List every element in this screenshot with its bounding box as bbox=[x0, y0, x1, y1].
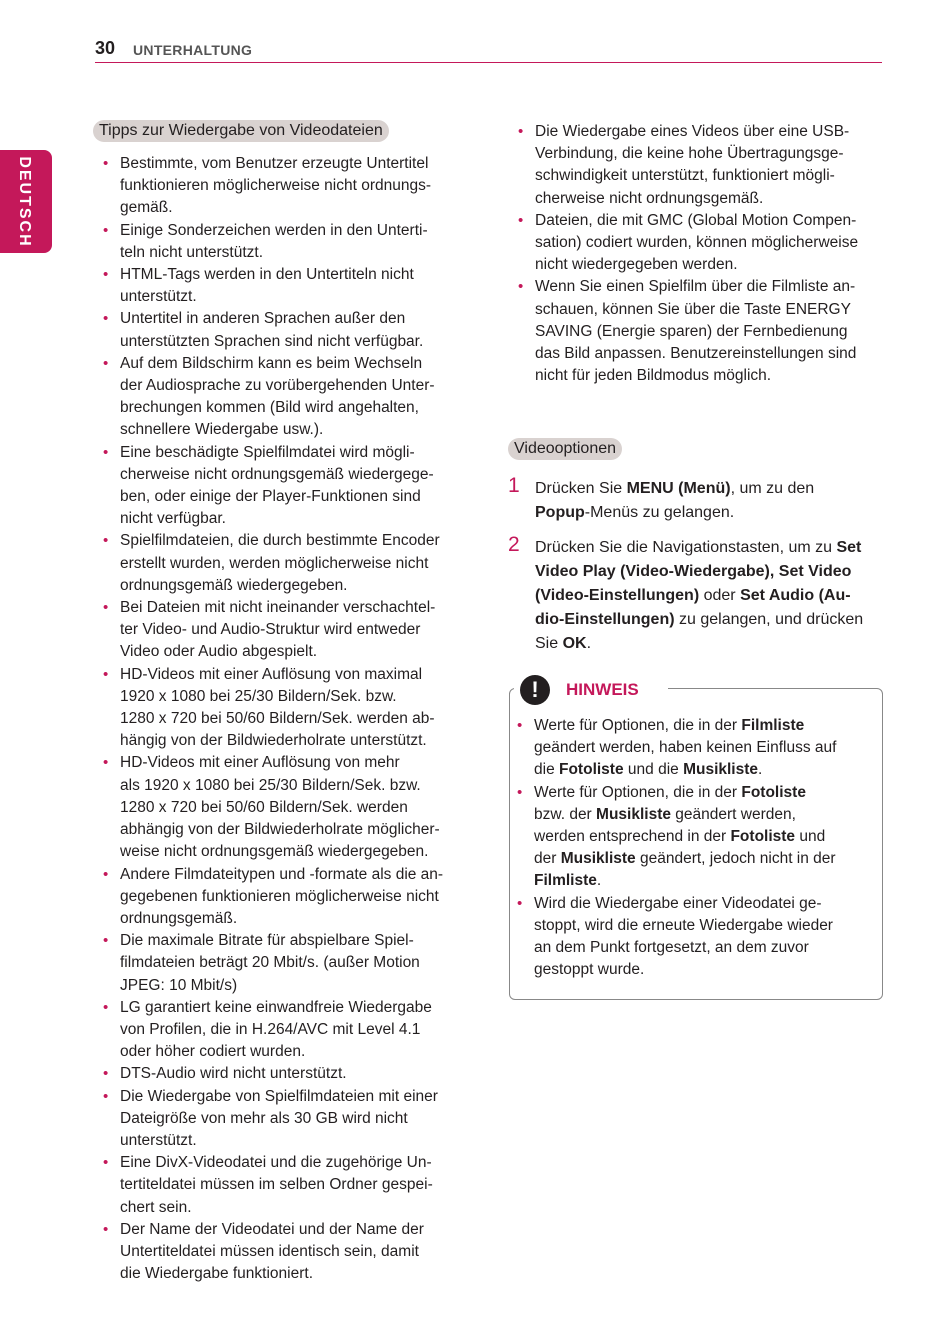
step-2 bbox=[508, 533, 880, 656]
list-line: HD-Videos mit einer Auflösung von mehr bbox=[120, 754, 400, 772]
list-line: teln nicht unterstützt. bbox=[120, 243, 264, 261]
tips-list bbox=[96, 153, 466, 1285]
step-number: 2 bbox=[508, 533, 520, 556]
list-line: Die Wiedergabe von Spielfilmdateien mit einer bbox=[120, 1087, 438, 1105]
right-tips-list bbox=[511, 121, 883, 387]
list-line: Die maximale Bitrate für abspielbare Spiel- bbox=[120, 932, 414, 950]
bullet-icon: • bbox=[103, 932, 109, 950]
list-line: HTML-Tags werden in den Untertiteln nicht bbox=[120, 266, 414, 284]
bullet-icon: • bbox=[518, 123, 524, 140]
list-item bbox=[96, 153, 466, 220]
list-line: Untertiteldatei müssen identisch sein, damit bbox=[120, 1242, 419, 1260]
list-line: Bestimmte, vom Benutzer erzeugte Untertitel bbox=[120, 155, 429, 172]
list-item bbox=[96, 308, 466, 352]
list-line: schwindigkeit unterstützt, funktioniert mögli- bbox=[535, 167, 835, 185]
list-line: chert sein. bbox=[120, 1198, 192, 1216]
note-list bbox=[510, 715, 870, 981]
list-line: von Profilen, die in H.264/AVC mit Level 4.1 bbox=[120, 1020, 421, 1038]
list-line: Untertitel in anderen Sprachen außer den bbox=[120, 310, 406, 328]
list-line: die Wiedergabe funktioniert. bbox=[120, 1265, 314, 1283]
bullet-icon: • bbox=[103, 599, 109, 617]
list-line: funktionieren möglicherweise nicht ordnungs- bbox=[120, 177, 432, 195]
list-line: Eine DivX-Videodatei und die zugehörige Un- bbox=[120, 1154, 432, 1172]
list-line: nicht verfügbar. bbox=[120, 510, 226, 528]
list-line: gegebenen funktionieren möglicherweise nicht bbox=[120, 887, 439, 905]
list-item bbox=[96, 1152, 466, 1219]
bullet-icon: • bbox=[103, 754, 109, 772]
list-line: ordnungsgemäß. bbox=[120, 909, 238, 927]
list-line: nicht wiedergegeben werden. bbox=[535, 256, 738, 274]
list-line: oder höher codiert wurden. bbox=[120, 1043, 306, 1061]
list-line: Auf dem Bildschirm kann es beim Wechseln bbox=[120, 354, 423, 372]
list-line: weise nicht ordnungsgemäß wiedergegeben. bbox=[120, 843, 429, 861]
list-item bbox=[511, 121, 883, 210]
note-title: HINWEIS bbox=[566, 680, 639, 699]
list-line: schauen, können Sie über die Taste ENERGY bbox=[535, 300, 851, 318]
bullet-icon: • bbox=[103, 1154, 109, 1172]
list-line: JPEG: 10 Mbit/s) bbox=[120, 976, 238, 994]
list-line: Dateien, die mit GMC (Global Motion Compen- bbox=[535, 211, 857, 229]
list-line: ter Video- und Audio-Struktur wird entweder bbox=[120, 621, 421, 639]
list-item bbox=[96, 353, 466, 442]
page-number: 30 bbox=[95, 38, 116, 58]
list-line: sation) codiert wurden, können möglicherweise bbox=[535, 234, 859, 252]
page-header bbox=[95, 38, 882, 63]
list-line: Wenn Sie einen Spielfilm über die Filmliste an- bbox=[535, 278, 856, 296]
list-line: Eine beschädigte Spielfilmdatei wird mögli- bbox=[120, 443, 415, 461]
list-line: erstellt wurden, werden möglicherweise nicht bbox=[120, 554, 429, 572]
list-line: der Audiosprache zu vorübergehenden Unter- bbox=[120, 377, 435, 395]
list-line: nicht für jeden Bildmodus möglich. bbox=[535, 367, 772, 385]
exclamation-icon: ! bbox=[520, 675, 550, 705]
list-line: SAVING (Energie sparen) der Fernbedienung bbox=[535, 322, 848, 340]
list-line: Bei Dateien mit nicht ineinander verschachtel- bbox=[120, 599, 436, 617]
bullet-icon: • bbox=[518, 211, 524, 229]
list-item bbox=[96, 1063, 466, 1085]
step-2-text: Drücken Sie die Navigationstasten, um zu Set Video Play (Video-Wiedergabe), Set Video (Video-Einstellungen) oder Set Audio (Au- dio-Einstellungen) zu gelangen, und drücken Sie OK. bbox=[535, 539, 864, 652]
step-1 bbox=[508, 474, 880, 525]
bullet-icon: • bbox=[103, 221, 109, 239]
list-line: Spielfilmdateien, die durch bestimmte Encoder bbox=[120, 532, 440, 550]
list-item bbox=[96, 1219, 466, 1286]
list-line: unterstützt. bbox=[120, 288, 197, 306]
list-line: Andere Filmdateitypen und -formate als die an- bbox=[120, 865, 444, 883]
list-line: cherweise nicht ordnungsgemäß. bbox=[535, 189, 764, 207]
list-item bbox=[96, 864, 466, 931]
list-item bbox=[96, 1086, 466, 1153]
list-line: schnellere Wiedergabe usw.). bbox=[120, 421, 324, 439]
list-line: unterstützten Sprachen sind nicht verfügbar. bbox=[120, 332, 424, 350]
list-item bbox=[96, 220, 466, 264]
list-line: Der Name der Videodatei und der Name der bbox=[120, 1220, 424, 1238]
tips-heading: Tipps zur Wiedergabe von Videodateien bbox=[93, 120, 389, 142]
list-item: • Werte für Optionen, die in der Fotoliste bzw. der Musikliste geändert werden, werden entsprechend in der Fotoliste und der Musikliste geändert, jedoch nicht in der Filmliste. bbox=[517, 783, 836, 890]
list-line: gemäß. bbox=[120, 199, 173, 217]
bullet-icon: • bbox=[103, 532, 109, 550]
list-item bbox=[96, 664, 466, 753]
list-item bbox=[511, 276, 883, 387]
list-line: tertiteldatei müssen im selben Ordner gespei- bbox=[120, 1176, 433, 1194]
list-item: • Werte für Optionen, die in der Filmliste geändert werden, haben keinen Einfluss auf die Fotoliste und die Musikliste. bbox=[517, 717, 837, 779]
list-line: Einige Sonderzeichen werden in den Unterti- bbox=[120, 221, 428, 239]
bullet-icon: • bbox=[103, 1220, 109, 1238]
list-line: cherweise nicht ordnungsgemäß wiedergege- bbox=[120, 465, 434, 483]
list-line: 1280 x 720 bei 50/60 Bildern/Sek. werden ab- bbox=[120, 710, 435, 728]
bullet-icon: • bbox=[103, 443, 109, 461]
language-tab bbox=[0, 150, 52, 253]
list-line: HD-Videos mit einer Auflösung von maximal bbox=[120, 665, 423, 683]
list-line: brechungen kommen (Bild wird angehalten, bbox=[120, 399, 419, 417]
list-line: Die Wiedergabe eines Videos über eine USB- bbox=[535, 123, 850, 140]
list-item bbox=[96, 997, 466, 1064]
list-line: LG garantiert keine einwandfreie Wiedergabe bbox=[120, 998, 432, 1016]
list-item bbox=[511, 210, 883, 277]
step-number: 1 bbox=[508, 474, 520, 497]
bullet-icon: • bbox=[103, 998, 109, 1016]
bullet-icon: • bbox=[103, 354, 109, 372]
list-line: 1280 x 720 bei 50/60 Bildern/Sek. werden bbox=[120, 798, 408, 816]
language-tab-label: DEUTSCH bbox=[16, 156, 33, 248]
list-line: Video oder Audio abgespielt. bbox=[120, 643, 318, 661]
list-item bbox=[96, 597, 466, 664]
bullet-icon: • bbox=[103, 266, 109, 284]
bullet-icon: • bbox=[103, 1087, 109, 1105]
bullet-icon: • bbox=[103, 865, 109, 883]
list-line: abhängig von der Bildwiederholrate möglicher- bbox=[120, 821, 440, 839]
list-line: ben, oder einige der Player-Funktionen sind bbox=[120, 488, 421, 506]
list-line: 1920 x 1080 bei 25/30 Bildern/Sek. bzw. bbox=[120, 687, 397, 705]
list-line: Verbindung, die keine hohe Übertragungsge- bbox=[535, 145, 844, 163]
list-line: hängig von der Bildwiederholrate unterstützt. bbox=[120, 732, 427, 750]
list-item bbox=[96, 752, 466, 863]
list-item bbox=[96, 442, 466, 531]
list-line: unterstützt. bbox=[120, 1131, 197, 1149]
section-title: UNTERHALTUNG bbox=[133, 42, 253, 58]
list-line: DTS-Audio wird nicht unterstützt. bbox=[120, 1065, 347, 1083]
list-line: Dateigröße von mehr als 30 GB wird nicht bbox=[120, 1109, 408, 1127]
list-line: filmdateien beträgt 20 Mbit/s. (außer Motion bbox=[120, 954, 420, 972]
bullet-icon: • bbox=[103, 1065, 109, 1083]
list-item bbox=[96, 264, 466, 308]
bullet-icon: • bbox=[103, 310, 109, 328]
list-item: • Wird die Wiedergabe einer Videodatei ge- stoppt, wird die erneute Wiedergabe wieder an dem Punkt fortgesetzt, an dem zuvor gestoppt wurde. bbox=[517, 894, 833, 979]
list-item bbox=[96, 930, 466, 997]
list-line: als 1920 x 1080 bei 25/30 Bildern/Sek. bzw. bbox=[120, 776, 421, 794]
bullet-icon: • bbox=[518, 278, 524, 296]
note-header bbox=[514, 674, 668, 706]
bullet-icon: • bbox=[103, 155, 109, 172]
list-item bbox=[96, 530, 466, 597]
step-1-text: Drücken Sie MENU (Menü), um zu den Popup-Menüs zu gelangen. bbox=[535, 480, 815, 521]
video-options-heading: Videooptionen bbox=[508, 438, 622, 460]
bullet-icon: • bbox=[103, 665, 109, 683]
list-line: das Bild anpassen. Benutzereinstellungen sind bbox=[535, 345, 857, 363]
list-line: ordnungsgemäß wiedergegeben. bbox=[120, 576, 348, 594]
